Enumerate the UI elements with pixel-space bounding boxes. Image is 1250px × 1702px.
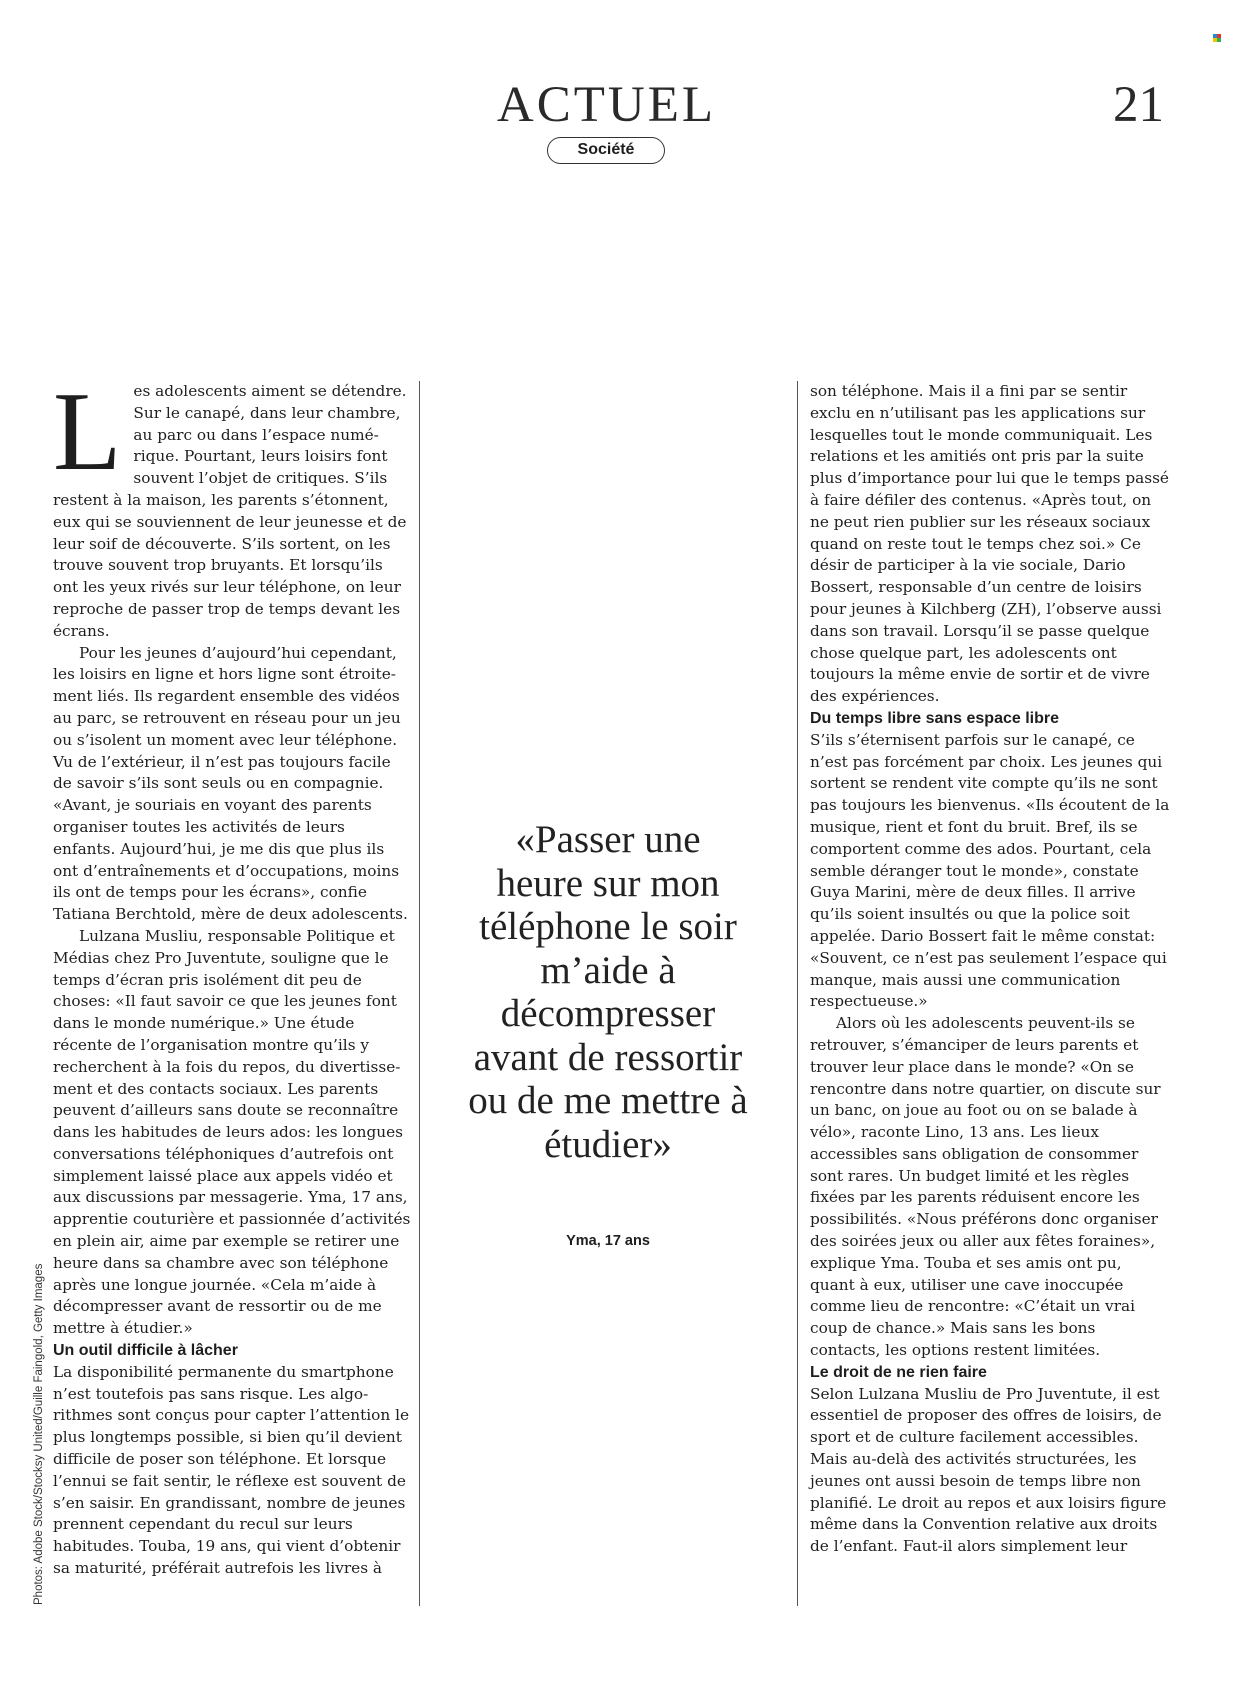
article-subhead: Le droit de ne rien faire: [810, 1363, 987, 1381]
article-paragraph: La disponibilité permanente du smartphone n’est toutefois pas sans risque. Les algorithmes sont conçus pour capter l’attention le plus longtemps possible, si bien qu’il devient difficile de poser son téléphone. Et lorsque l’ennui se fait sentir, le réflexe est souvent de s’en saisir. En grandissant, nombre de jeunes prennent cependant du recul sur leurs habitudes. Touba, 19 ans, qui vient d’obtenir sa maturité, préférait autrefois les livres à: [53, 1362, 410, 1578]
article-intro: [53, 370, 411, 643]
page-number: 21: [1113, 77, 1164, 133]
drop-cap: L: [53, 370, 122, 494]
article-paragraph: Alors où les adolescents peuvent-ils se retrouver, s’émanciper de leurs parents et trouver leur place dans le monde? «On se rencontre dans notre quartier, on discute sur un banc, on joue au foot ou on se balade à vélo», raconte Lino, 13 ans. Les lieux accessibles sans obligation de consommer sont rares. Un budget limité et les règles fixées par les parents réduisent encore les possibilités. «Nous préférons donc organiser des soirées jeux ou aller aux fêtes foraines», explique Yma. Touba et ses amis ont pu, quant à eux, utiliser une cave inoccupée comme lieu de rencontre: «C’était un vrai coup de chance.» Mais sans les bons contacts, les options restent limitées.: [810, 1014, 1161, 1360]
article-paragraph: Pour les jeunes d’aujourd’hui cependant, les loisirs en ligne et hors ligne sont étroitement liés. Ils regardent ensemble des vidéos au parc, se retrouvent en réseau pour un jeu ou s’isolent un moment avec leur téléphone. Vu de l’extérieur, il n’est pas toujours facile de savoir s’ils sont seuls ou en compagnie. «Avant, je souriais en voyant des parents organiser toutes les activités de leurs enfants. Aujourd’hui, je me dis que plus ils ont d’entraînements et d’occupations, moins ils ont de temps pour les écrans», confie Tatiana Berchtold, mère de deux adolescents.: [53, 643, 408, 924]
print-color-mark: [1213, 34, 1221, 42]
section-title: ACTUEL: [496, 77, 717, 133]
article-paragraph: S’ils s’éternisent parfois sur le canapé, ce n’est pas forcément par choix. Les jeunes qui sortent se rendent vite compte qu’ils ne sont pas toujours les bienvenus. «Ils écoutent de la musique, rient et font du bruit. Bref, ils se comportent comme des ados. Pourtant, cela semble déranger tout le monde», constate Guya Marini, mère de deux filles. Il arrive qu’ils soient insultés ou que la police soit appelée. Dario Bossert fait le même constat: «Souvent, ce n’est pas seulement l’espace qui manque, mais aussi une communication respectueuse.»: [810, 730, 1170, 1011]
column-divider-left: [419, 381, 420, 1606]
column-divider-right: [797, 381, 798, 1606]
article-paragraph: Lulzana Musliu, responsable Politique et Médias chez Pro Juventute, souligne que le temps d’écran pris isolément dit peu de choses: «Il faut savoir ce que les jeunes font dans le monde numérique.» Une étude récente de l’organisation montre qu’ils y recherchent à la fois du repos, du divertissement et des contacts sociaux. Les parents peuvent d’ailleurs sans doute se reconnaître dans les habitudes de leurs ados: les longues conversations téléphoniques d’autrefois ont simplement laissé place aux appels vidéo et aux discussions par messagerie. Yma, 17 ans, apprentie couturière et passionnée d’activités en plein air, aime par exemple se retirer une heure dans sa chambre avec son téléphone après une longue journée. «Cela m’aide à décompresser avant de ressortir ou de me mettre à étudier.»: [53, 926, 411, 1338]
intro-text: es adolescents aiment se détendre. Sur le canapé, dans leur chambre, au parc ou dans l’espace numérique. Pourtant, leurs loisirs font souvent l’objet de critiques. S’ils restent à la maison, les parents s’étonnent, eux qui se souviennent de leur jeunesse et de leur soif de découverte. S’ils sortent, on les trouve souvent trop bruyants. Et lorsqu’ils ont les yeux rivés sur leur téléphone, on leur reproche de passer trop de temps devant les écrans.: [53, 382, 407, 640]
article-column-right: [810, 381, 1170, 1558]
article-column-left: [53, 370, 411, 1580]
article-subhead: Du temps libre sans espace libre: [810, 709, 1059, 727]
pull-quote: «Passer une heure sur mon téléphone le soir m’aide à décompresser avant de ressortir ou de me mettre à étudier»: [468, 818, 748, 1166]
article-paragraph: son téléphone. Mais il a fini par se sentir exclu en n’utilisant pas les applications sur lesquelles tout le monde communiquait. Les relations et les amitiés ont pris par la suite plus d’importance pour lui que le temps passé à faire défiler des contenus. «Après tout, on ne peut rien publier sur les réseaux sociaux quand on reste tout le temps chez soi.» Ce désir de participer à la vie sociale, Dario Bossert, responsable d’un centre de loisirs pour jeunes à Kilchberg (ZH), l’observe aussi dans son travail. Lorsqu’il se passe quelque chose quelque part, les adolescents ont toujours la même envie de sortir et de vivre des expériences.: [810, 382, 1169, 706]
rubric-badge: Société: [547, 137, 665, 164]
photo-credit: Photos: Adobe Stock/Stocksy United/Guille Faingold, Getty Images: [33, 1263, 45, 1605]
pull-quote-author: Yma, 17 ans: [566, 1233, 650, 1249]
article-subhead: Un outil difficile à lâcher: [53, 1342, 238, 1360]
article-paragraph: Selon Lulzana Musliu de Pro Juventute, il est essentiel de proposer des offres de loisirs, de sport et de culture facilement accessibles. Mais au-delà des activités structurées, les jeunes ont aussi besoin de temps libre non planifié. Le droit au repos et aux loisirs figure même dans la Convention relative aux droits de l’enfant. Faut-il alors simplement leur: [810, 1384, 1167, 1556]
